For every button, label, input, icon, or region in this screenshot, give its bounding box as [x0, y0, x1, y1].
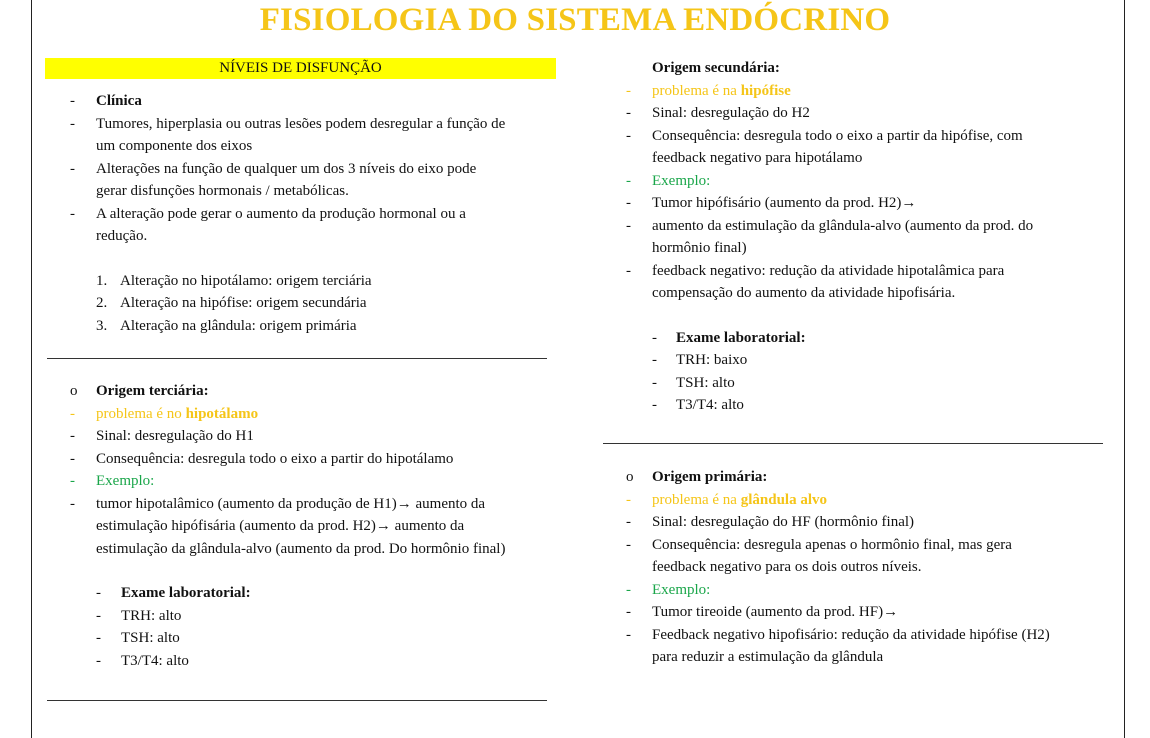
divider	[603, 443, 1103, 444]
exame-heading: Exame laboratorial:	[121, 585, 251, 601]
secundaria-section	[626, 57, 1116, 417]
list-item: - T3/T4: alto	[96, 652, 189, 669]
list-item: - Consequência: desregula apenas o hormônio final, mas gera feedback negativo para os dois outros níveis.	[626, 536, 1012, 575]
numbered-item: 2. Alteração na hipófise: origem secundária	[96, 295, 367, 311]
page-title: FISIOLOGIA DO SISTEMA ENDÓCRINO	[259, 2, 891, 38]
list-item	[626, 57, 1116, 80]
secundaria-heading: Origem secundária:	[652, 60, 780, 76]
numbered-item: 1. Alteração no hipotálamo: origem terciária	[96, 272, 372, 289]
list-item: - problema é na glândula alvo	[626, 491, 827, 508]
list-item: o Origem terciária:	[70, 383, 209, 399]
list-item: - Clínica	[70, 93, 142, 109]
clinica-heading: Clínica	[96, 93, 142, 109]
list-item: - Tumores, hiperplasia ou outras lesões podem desregular a função de um componente dos eixos	[70, 115, 506, 154]
list-item: - T3/T4: alto	[652, 397, 744, 413]
list-item: - Exemplo:	[626, 172, 711, 189]
list-item: - Exemplo:	[70, 473, 155, 489]
list-item: - problema é no hipotálamo	[70, 405, 259, 422]
numbered-item: 3. Alteração na glândula: origem primária	[96, 317, 357, 334]
list-item: - problema é na hipófise	[626, 82, 791, 99]
list-item: - TRH: baixo	[652, 352, 748, 368]
list-item: - Consequência: desregula todo o eixo a partir da hipófise, com feedback negativo para hipotálamo	[626, 127, 1023, 166]
list-item: - TRH: alto	[96, 607, 182, 624]
list-item: - tumor hipotalâmico (aumento da produção de H1)→ aumento da estimulação hipófisária (aumento da prod. H2)→ aumento da estimulação da glândula-alvo (aumento da prod. Do hormônio final)	[70, 495, 506, 557]
divider	[47, 700, 547, 701]
clinica-section	[70, 90, 560, 337]
section-banner: NÍVEIS DE DISFUNÇÃO	[45, 58, 556, 79]
list-item: - Exame laboratorial:	[96, 585, 251, 601]
divider	[47, 358, 547, 359]
list-item: - Tumor tireoide (aumento da prod. HF)→	[626, 604, 899, 620]
list-item: - Feedback negativo hipofisário: redução da atividade hipófise (H2) para reduzir a estimulação da glândula	[626, 626, 1050, 665]
list-item: - Tumor hipófisário (aumento da prod. H2)→	[626, 195, 917, 211]
list-item: - Alterações na função de qualquer um dos 3 níveis do eixo pode gerar disfunções hormonais / metabólicas.	[70, 160, 477, 199]
list-item: - Sinal: desregulação do H2	[626, 105, 810, 121]
list-item: - feedback negativo: redução da atividade hipotalâmica para compensação do aumento da atividade hipofisária.	[626, 262, 1005, 301]
list-item: - Exame laboratorial:	[652, 329, 806, 346]
terciaria-heading: Origem terciária:	[96, 383, 209, 399]
primaria-section	[626, 466, 1116, 669]
list-item: o Origem primária:	[626, 469, 768, 485]
list-item: - Consequência: desregula todo o eixo a partir do hipotálamo	[70, 450, 454, 467]
list-item: - Exemplo:	[626, 581, 711, 598]
list-item: - TSH: alto	[96, 630, 180, 646]
list-item: - Sinal: desregulação do HF (hormônio final)	[626, 514, 915, 530]
list-item: - aumento da estimulação da glândula-alvo (aumento da prod. do hormônio final)	[626, 217, 1034, 256]
primaria-heading: Origem primária:	[652, 469, 768, 485]
list-item: - TSH: alto	[652, 374, 735, 391]
exame-heading: Exame laboratorial:	[676, 329, 806, 346]
list-item: - Sinal: desregulação do H1	[70, 428, 254, 444]
terciaria-section	[70, 380, 560, 672]
list-item: - A alteração pode gerar o aumento da produção hormonal ou a redução.	[70, 205, 466, 244]
